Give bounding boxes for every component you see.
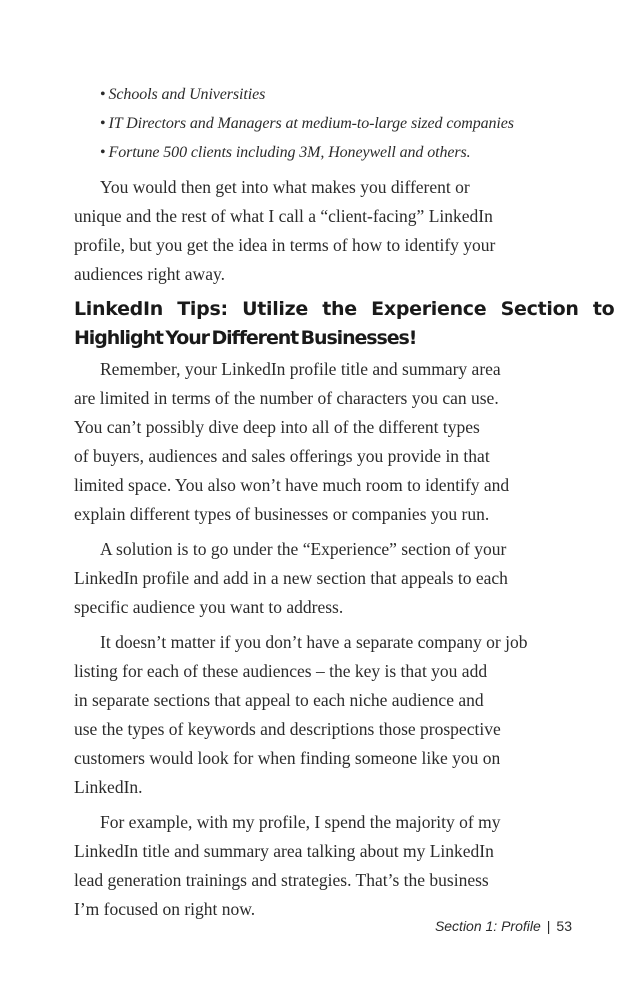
bullet-item: [74, 109, 554, 138]
bullet-item: [74, 138, 554, 167]
text-line: use the types of keywords and descriptions those prospective: [74, 719, 501, 739]
bullet-marker: •: [100, 144, 106, 161]
paragraph-audiences: [74, 173, 554, 289]
text-line: A solution is to go under the “Experience” section of your: [100, 539, 507, 559]
bullet-marker: •: [100, 115, 106, 132]
text-line: audiences right away.: [74, 264, 225, 284]
bullet-text: IT Directors and Managers at medium-to-large sized companies: [108, 115, 514, 132]
bullet-marker: •: [100, 86, 106, 103]
paragraph-limits: [74, 355, 554, 529]
paragraph-example: [74, 808, 554, 924]
text-line: You can’t possibly dive deep into all of the different types: [74, 417, 480, 437]
text-line: For example, with my profile, I spend the majority of my: [100, 812, 501, 832]
text-line: You would then get into what makes you different or: [100, 177, 470, 197]
text-line: are limited in terms of the number of characters you can use.: [74, 388, 499, 408]
page-footer: [435, 918, 572, 934]
text-line: I’m focused on right now.: [74, 899, 256, 919]
section-heading: [74, 295, 615, 353]
text-line: limited space. You also won’t have much room to identify and: [74, 475, 510, 495]
page-number: 53: [556, 918, 572, 934]
text-line: of buyers, audiences and sales offerings you provide in that: [74, 446, 490, 466]
text-line: LinkedIn title and summary area talking about my LinkedIn: [74, 841, 494, 861]
text-line: lead generation trainings and strategies. That’s the business: [74, 870, 489, 890]
text-line: unique and the rest of what I call a “client-facing” LinkedIn: [74, 206, 493, 226]
text-line: listing for each of these audiences – the key is that you add: [74, 661, 488, 681]
text-line: LinkedIn profile and add in a new section that appeals to each: [74, 568, 508, 588]
bullet-text: Fortune 500 clients including 3M, Honeywell and others.: [108, 144, 471, 161]
text-line: in separate sections that appeal to each niche audience and: [74, 690, 484, 710]
text-line: explain different types of businesses or companies you run.: [74, 504, 490, 524]
footer-separator: |: [546, 918, 551, 934]
heading-line: LinkedIn Tips: Utilize the Experience Section to: [74, 298, 615, 320]
text-line: LinkedIn.: [74, 777, 143, 797]
paragraph-separate-sections: [74, 628, 554, 802]
text-line: It doesn’t matter if you don’t have a separate company or job: [100, 632, 528, 652]
bullet-item: [74, 80, 554, 109]
bullet-text: Schools and Universities: [108, 86, 266, 103]
text-line: profile, but you get the idea in terms of how to identify your: [74, 235, 496, 255]
footer-section-name: Section 1: Profile: [434, 918, 541, 934]
text-line: customers would look for when finding someone like you on: [74, 748, 501, 768]
audience-bullet-list: [74, 80, 554, 167]
text-line: specific audience you want to address.: [74, 597, 344, 617]
heading-line: Highlight Your Different Businesses!: [74, 327, 417, 349]
text-line: Remember, your LinkedIn profile title and summary area: [100, 359, 501, 379]
paragraph-solution: [74, 535, 554, 622]
